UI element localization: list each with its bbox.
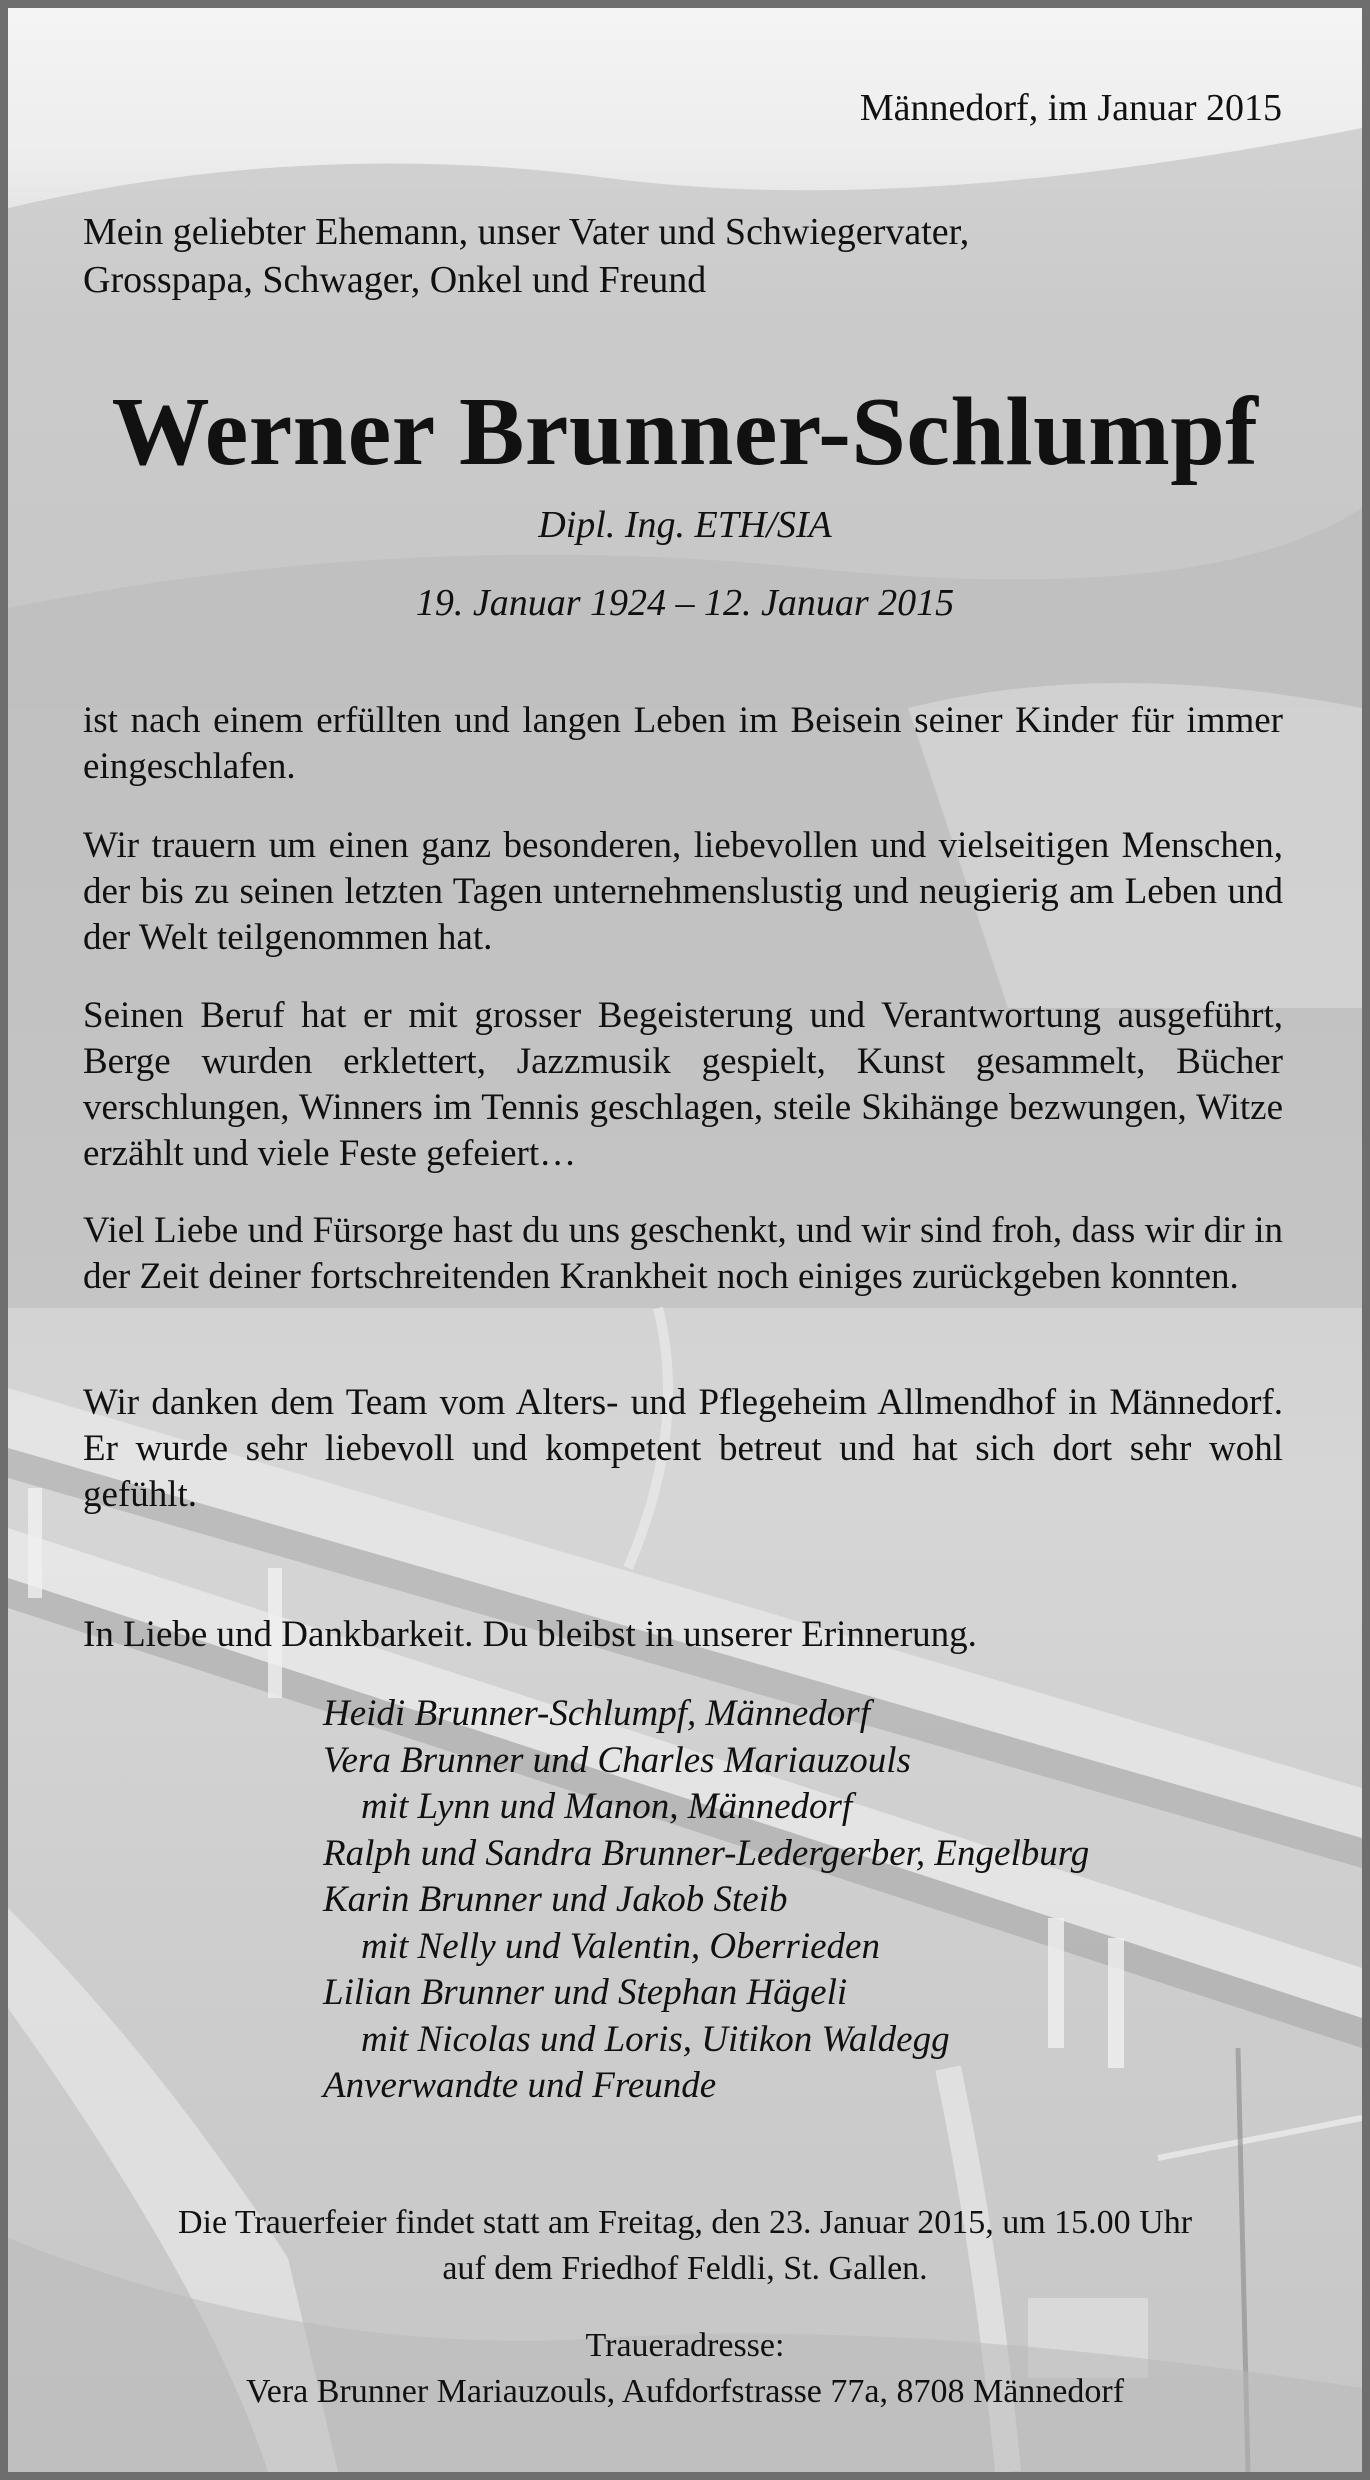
service-line: auf dem Friedhof Feldli, St. Gallen. — [442, 2250, 928, 2287]
address-value: Vera Brunner Mariauzouls, Aufdorfstrasse 77a, 8708 Männedorf — [245, 2373, 1125, 2410]
signatory: mit Lynn und Manon, Männedorf — [361, 1786, 853, 1827]
paragraph: ist nach einem erfüllten und langen Leben im Beisein seiner Kinder für immer eingeschlafen. — [83, 700, 1283, 787]
place-and-date: Männedorf, im Januar 2015 — [859, 87, 1282, 129]
signatory: Vera Brunner und Charles Mariauzouls — [323, 1739, 911, 1781]
obituary-notice — [8, 8, 1362, 2472]
life-dates: 19. Januar 1924 – 12. Januar 2015 — [415, 582, 955, 624]
signatories-list — [323, 1691, 1323, 2110]
paragraph: Seinen Beruf hat er mit grosser Begeisterung und Verantwortung ausgeführt, Berge wurden erklettert, Jazzmusik gespielt, Kunst gesammelt, Bücher verschlungen, Winners im Tennis geschlagen, steile Skihänge bezwungen, Witze erzählt und viele Feste gefeiert… — [83, 995, 1283, 1174]
paragraph: Wir danken dem Team vom Alters- und Pflegeheim Allmendhof in Männedorf. Er wurde sehr liebevoll und kompetent betreut und hat sich dort sehr wohl gefühlt. — [83, 1382, 1283, 1515]
signatory: Heidi Brunner-Schlumpf, Männedorf — [323, 1693, 870, 1734]
address-label: Traueradresse: — [585, 2327, 785, 2364]
service-line: Die Trauerfeier findet statt am Freitag, den 23. Januar 2015, um 15.00 Uhr — [177, 2204, 1193, 2241]
intro-line: Mein geliebter Ehemann, unser Vater und Schwiegervater, — [83, 211, 970, 253]
paragraph: Viel Liebe und Fürsorge hast du uns geschenkt, und wir sind froh, dass wir dir in der Zeit deiner fortschreitenden Krankheit noch einiges zurückgeben konnten. — [83, 1210, 1283, 1297]
deceased-title: Dipl. Ing. ETH/SIA — [538, 504, 832, 546]
signatory: Karin Brunner und Jakob Steib — [323, 1879, 788, 1920]
funeral-service-info — [8, 2200, 1362, 2292]
paragraph: Wir trauern um einen ganz besonderen, liebevollen und vielseitigen Menschen, der bis zu seinen letzten Tagen unternehmenslustig und neugierig am Leben und der Welt teilgenommen hat. — [83, 825, 1283, 958]
signatory: Ralph und Sandra Brunner-Ledergerber, Engelburg — [323, 1832, 1090, 1874]
signatory: mit Nelly und Valentin, Oberrieden — [361, 1925, 880, 1967]
deceased-name: Werner Brunner-Schlumpf — [111, 378, 1259, 486]
mourning-address — [8, 2323, 1362, 2415]
closing-line: In Liebe und Dankbarkeit. Du bleibst in unserer Erinnerung. — [83, 1614, 977, 1655]
signatory: Anverwandte und Freunde — [323, 2065, 717, 2106]
intro-line: Grosspapa, Schwager, Onkel und Freund — [83, 259, 707, 301]
signatory: Lilian Brunner und Stephan Hägeli — [323, 1972, 848, 2013]
intro-text — [83, 208, 1283, 304]
signatory: mit Nicolas und Loris, Uitikon Waldegg — [361, 2018, 950, 2060]
